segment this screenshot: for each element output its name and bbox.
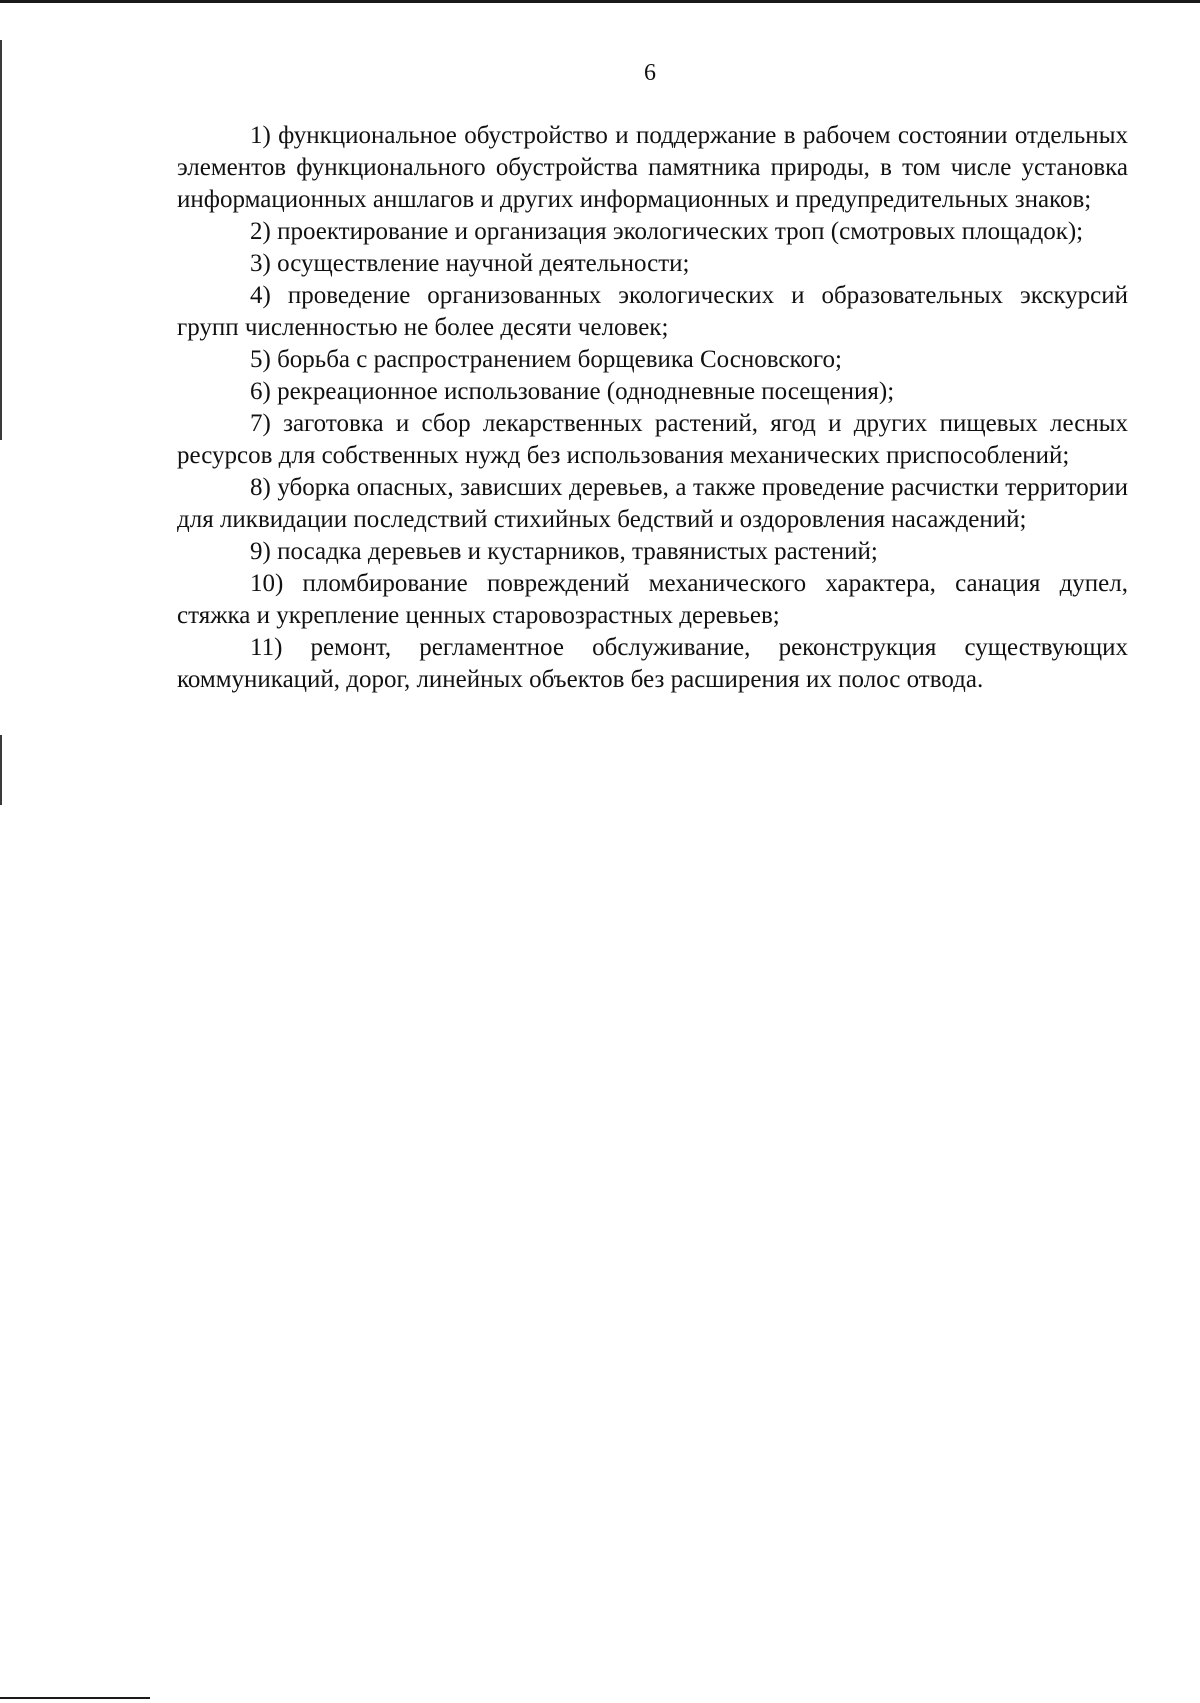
list-item-5: 5) борьба с распространением борщевика Сосновского;: [250, 346, 842, 373]
scan-border-left-lower: [0, 735, 2, 805]
list-item-11: 11) ремонт, регламентное обслуживание, реконструкция существующих коммуникаций, дорог, линейных объектов без расширения их полос отвода.: [177, 634, 1128, 693]
document-body: [177, 120, 1128, 696]
list-item-3: 3) осуществление научной деятельности;: [250, 250, 690, 277]
list-item-4: 4) проведение организованных экологических и образовательных экскурсий групп численностью не более десяти человек;: [177, 282, 1128, 341]
scan-border-top: [0, 0, 1200, 3]
list-item-9: 9) посадка деревьев и кустарников, травянистых растений;: [250, 538, 878, 565]
list-item-10: 10) пломбирование повреждений механического характера, санация дупел, стяжка и укрепление ценных старовозрастных деревьев;: [177, 570, 1128, 629]
list-item-2: 2) проектирование и организация экологических троп (смотровых площадок);: [250, 218, 1084, 245]
list-item-7: 7) заготовка и сбор лекарственных растений, ягод и других пищевых лесных ресурсов для собственных нужд без использования механических приспособлений;: [177, 410, 1128, 469]
scan-border-left: [0, 40, 2, 440]
list-item-1: 1) функциональное обустройство и поддержание в рабочем состоянии отдельных элементов функционального обустройства памятника природы, в том числе установка информационных аншлагов и других информационных и предупредительных знаков;: [177, 122, 1128, 213]
page-number: 6: [644, 60, 656, 86]
list-item-6: 6) рекреационное использование (однодневные посещения);: [250, 378, 895, 405]
scan-border-bottom: [0, 1697, 150, 1699]
list-item-8: 8) уборка опасных, зависших деревьев, а также проведение расчистки территории для ликвидации последствий стихийных бедствий и оздоровления насаждений;: [177, 474, 1128, 533]
